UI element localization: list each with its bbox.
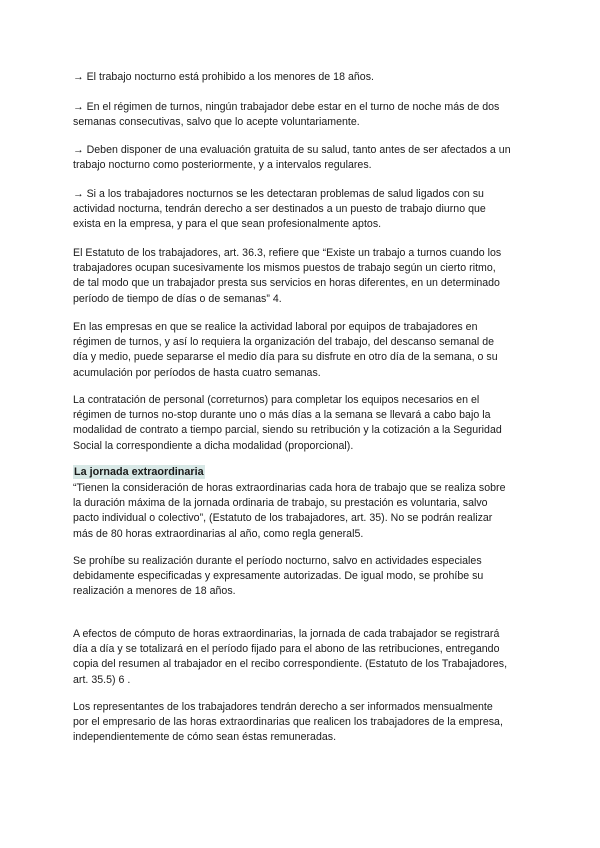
paragraph-overtime-definition: “Tienen la consideración de horas extraordinarias cada hora de trabajo que se realiza sobre la duración máxima de la jornada ordinaria de trabajo, su prestación es voluntaria, salvo pacto individual o colectivo”, (Estatuto de los trabajadores, art. 35). No se podrán realizar más de 80 horas extraordinarias al año, como regla general5.	[73, 482, 506, 540]
paragraph-correturnos: La contratación de personal (correturnos) para completar los equipos necesarios en el régimen de turnos no-stop durante uno o más días a la semana se llevará a cabo bajo la modalidad de contrato a tiempo parcial, siendo su retribución y la cotización a la Seguridad Social la correspondiente a dicha modalidad (proporcional).	[73, 394, 502, 452]
paragraph-night-work-minors: → El trabajo nocturno está prohibido a los menores de 18 años.	[73, 71, 374, 83]
paragraph-overtime-prohibition: Se prohíbe su realización durante el período nocturno, salvo en actividades especiales debidamente especificadas y expresamente autorizadas. De igual modo, se prohíbe su realización a menores de 18 años.	[73, 555, 484, 598]
paragraph-overtime-computation: A efectos de cómputo de horas extraordinarias, la jornada de cada trabajador se registrará día a día y se totalizará en el período fijado para el abono de las retribuciones, entregando copia del resumen al trabajador en el recibo correspondiente. (Estatuto de los Trabajadores, art. 35.5) 6 .	[73, 628, 508, 686]
paragraph-weekly-rest: En las empresas en que se realice la actividad laboral por equipos de trabajadores en régimen de turnos, y así lo requiera la organización del trabajo, del descanso semanal de día y medio, puede separarse el medio día para su disfrute en otro día de la semana, o su acumulación por períodos de hasta cuatro semanas.	[73, 321, 498, 379]
section-heading-overtime: La jornada extraordinaria	[74, 466, 204, 478]
paragraph-health-problems: → Si a los trabajadores nocturnos se les detectaran problemas de salud ligados con su actividad nocturna, tendrán derecho a ser destinados a un puesto de trabajo diurno que exista en la empresa, y para el que sean profesionalmente aptos.	[73, 188, 486, 231]
paragraph-health-evaluation: → Deben disponer de una evaluación gratuita de su salud, tanto antes de ser afectados a un trabajo nocturno como posteriormente, y a intervalos regulares.	[73, 144, 511, 172]
paragraph-worker-representatives: Los representantes de los trabajadores tendrán derecho a ser informados mensualmente por el empresario de las horas extraordinarias que realicen los trabajadores de la empresa, independientemente de cómo sean éstas remuneradas.	[73, 701, 503, 744]
paragraph-statute-shift-work: El Estatuto de los trabajadores, art. 36.3, refiere que “Existe un trabajo a turnos cuando los trabajadores ocupan sucesivamente los mismos puestos de trabajo según un cierto ritmo, de tal modo que un trabajador presta sus servicios en horas diferentes, en un determinado período de tiempo de días o de semanas” 4.	[73, 247, 502, 305]
paragraph-shift-regime: → En el régimen de turnos, ningún trabajador debe estar en el turno de noche más de dos semanas consecutivas, salvo que lo acepte voluntariamente.	[73, 101, 500, 129]
